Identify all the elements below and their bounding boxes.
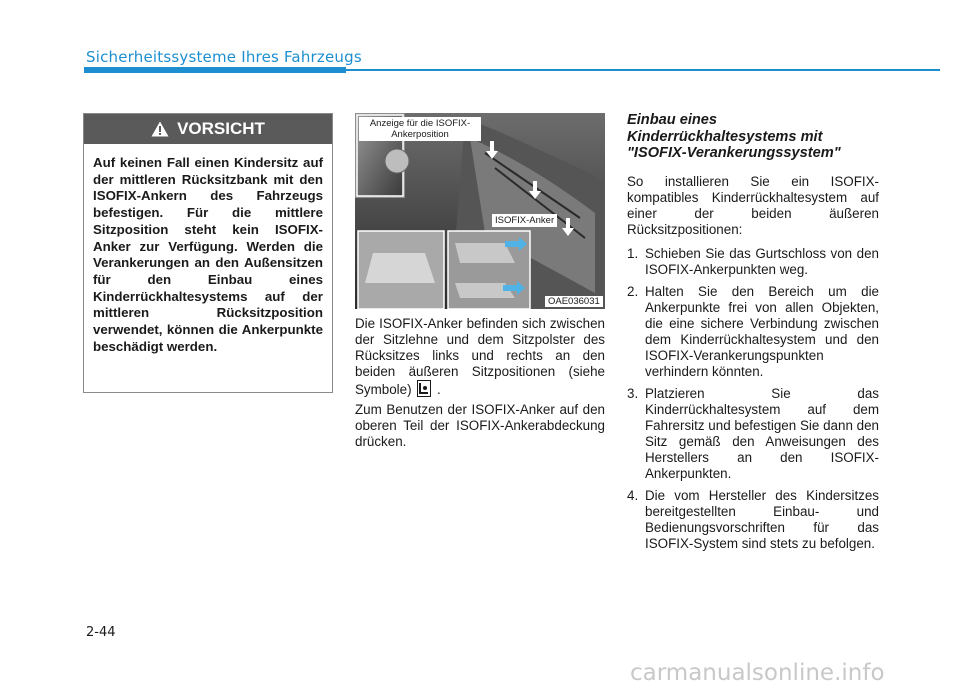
isofix-figure: [355, 113, 605, 309]
caution-box: [83, 113, 333, 393]
header-rule-thick: [84, 67, 346, 73]
indicator-label: Anzeige für die ISOFIX- Ankerposition: [359, 117, 481, 141]
caution-title: VORSICHT: [177, 119, 265, 138]
figure-code: OAE036031: [545, 296, 603, 307]
installation-intro: So installieren Sie ein ISOFIX-kompatibles Kinderrückhaltesystem auf einer der beiden äußeren Rücksitzpositionen:: [627, 173, 879, 237]
header-rule-thin: [346, 69, 940, 71]
installation-steps: [627, 246, 879, 552]
caution-text: Auf keinen Fall einen Kindersitz auf der mittleren Rücksitzbank mit den ISOFIX-Ankern des Fahrzeugs befestigen. Für die mittlere Sitzposition steht kein ISOFIX-Anker zur Verfügung. Werden die Verankerungen an den Außensitzen für den Einbau eines Kinderrückhaltesystems auf der mittleren Rücksitzposition verwendet, können die Ankerpunkte beschädigt werden.: [93, 155, 323, 354]
installation-section: [627, 112, 879, 558]
installation-title: Einbau eines Kinderrückhaltesystems mit "ISOFIX-Verankerungssystem": [627, 112, 841, 161]
anchor-label: ISOFIX-Anker: [492, 214, 557, 227]
paragraph-location: Die ISOFIX-Anker befinden sich zwischen der Sitzlehne und dem Sitzpolster des Rücksitzes links und rechts an den beiden äußeren Sitzpositionen (siehe Symbole) .: [355, 316, 605, 397]
seat-illustration: [355, 113, 605, 309]
isofix-symbol-icon: [417, 380, 431, 397]
warning-icon: [151, 121, 169, 137]
list-item: 2. Halten Sie den Bereich um die Ankerpunkte frei von allen Objekten, die eine sichere Verbindung zwischen dem Kinderrückhaltesystem und den ISOFIX-Verankerungspunkten verhindern könnten.: [627, 283, 879, 379]
list-item: 4. Die vom Hersteller des Kindersitzes bereitgestellten Einbau- und Bedienungsvorschriften für das ISOFIX-System sind stets zu befolgen.: [627, 487, 879, 551]
list-item: 1. Schieben Sie das Gurtschloss von den ISOFIX-Ankerpunkten weg.: [627, 245, 879, 277]
list-item: 3. Platzieren Sie das Kinderrückhaltesystem auf dem Fahrersitz und befestigen Sie dann den Sitz gemäß den Anweisungen des Herstellers an den ISOFIX-Ankerpunkten.: [627, 385, 879, 481]
isofix-location-text: [355, 316, 605, 398]
watermark: carmanualsonline.info: [630, 660, 885, 686]
isofix-usage-text: [355, 402, 605, 450]
caution-header: [84, 114, 332, 144]
paragraph-usage: Zum Benutzen der ISOFIX-Anker auf den oberen Teil der ISOFIX-Ankerabdeckung drücken.: [355, 402, 605, 449]
section-title: Sicherheitssysteme Ihres Fahrzeugs: [86, 48, 362, 66]
page-number: 2-44: [86, 625, 116, 640]
